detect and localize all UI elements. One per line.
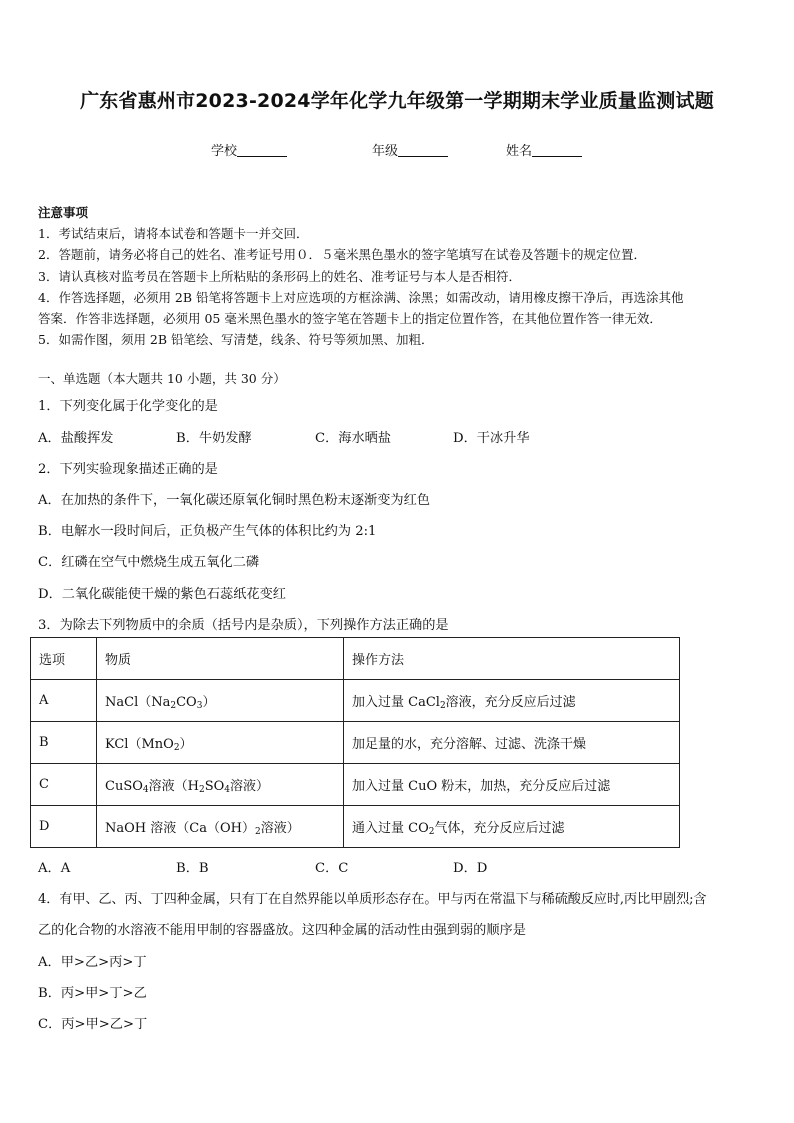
- row-method: 通入过量 $CO_2$气体，充分反应后过滤: [344, 806, 680, 848]
- q3-option-b[interactable]: B．B: [176, 861, 209, 876]
- q2-option-a[interactable]: A．在加热的条件下，一氧化碳还原氧化铜时黑色粉末逐渐变为红色: [38, 493, 430, 508]
- q1-option-d[interactable]: D．干冰升华: [453, 431, 530, 446]
- row-option: B: [31, 722, 97, 764]
- row-substance: NaOH 溶液（$Ca(OH)_2$溶液）: [97, 806, 344, 848]
- header-substance: 物质: [97, 638, 344, 680]
- row-method: 加入过量 CuO 粉末，加热，充分反应后过滤: [344, 764, 680, 806]
- note-item: 3．请认真核对监考员在答题卡上所粘贴的条形码上的姓名、准考证号与本人是否相符．: [38, 268, 521, 284]
- grade-blank[interactable]: [398, 143, 448, 157]
- school-label: 学校: [211, 144, 238, 159]
- row-method: 加入过量 CaCl$_2$溶液，充分反应后过滤: [344, 680, 680, 722]
- table-row: [31, 764, 680, 806]
- name-label: 姓名: [506, 144, 533, 159]
- note-item: 答案．作答非选择题，必须用 05 毫米黑色墨水的签字笔在答题卡上的指定位置作答，在其他位置作答一律无效．: [38, 311, 662, 327]
- note-item: 5．如需作图，须用 2B 铅笔绘、写清楚，线条、符号等须加黑、加粗．: [38, 332, 434, 348]
- note-item: 2．答题前，请务必将自己的姓名、准考证号用０．５毫米黑色墨水的签字笔填写在试卷及答题卡的规定位置．: [38, 247, 646, 263]
- table-header-row: [31, 638, 680, 680]
- q1-stem: 1．下列变化属于化学变化的是: [38, 399, 218, 414]
- q4-option-a[interactable]: A．甲>乙>丙>丁: [38, 955, 147, 970]
- q4-option-b[interactable]: B．丙>甲>丁>乙: [38, 986, 147, 1001]
- school-blank[interactable]: [237, 143, 287, 157]
- name-blank[interactable]: [532, 143, 582, 157]
- row-method: 加足量的水，充分溶解、过滤、洗涤干燥: [344, 722, 680, 764]
- q3-option-c[interactable]: C．C: [315, 861, 349, 876]
- q2-option-b[interactable]: B．电解水一段时间后，正负极产生气体的体积比约为 2:1: [38, 524, 377, 539]
- note-item: 1．考试结束后，请将本试卷和答题卡一并交回．: [38, 226, 309, 242]
- row-option: A: [31, 680, 97, 722]
- grade-field: [372, 140, 448, 159]
- exam-title: 广东省惠州市2023-2024学年化学九年级第一学期期末学业质量监测试题: [80, 90, 714, 112]
- table-row: [31, 722, 680, 764]
- row-option: D: [31, 806, 97, 848]
- row-option: C: [31, 764, 97, 806]
- section-heading: 一、单选题（本大题共 10 小题，共 30 分）: [38, 371, 286, 386]
- school-field: [211, 140, 287, 159]
- q1-options: [38, 427, 530, 446]
- q3-stem: 3．为除去下列物质中的余质（括号内是杂质），下列操作方法正确的是: [38, 618, 449, 633]
- q2-option-d[interactable]: D．二氧化碳能使干燥的紫色石蕊纸花变红: [38, 587, 286, 602]
- grade-label: 年级: [372, 144, 399, 159]
- q3-option-d[interactable]: D．D: [453, 861, 488, 876]
- header-method: 操作方法: [344, 638, 680, 680]
- q4-stem-line1: 4．有甲、乙、丙、丁四种金属，只有丁在自然界能以单质形态存在。甲与丙在常温下与稀硫酸反应时,丙比甲剧烈;含: [38, 892, 707, 907]
- note-item: 4．作答选择题，必须用 2B 铅笔将答题卡上对应选项的方框涂满、涂黑；如需改动，请用橡皮擦干净后，再选涂其他: [38, 289, 684, 305]
- row-substance: CuSO$_4$溶液（$H_2SO_4$溶液）: [97, 764, 344, 806]
- q1-option-c[interactable]: C．海水晒盐: [315, 431, 392, 446]
- row-substance: KCl（MnO$_2$）: [97, 722, 344, 764]
- q3-option-a[interactable]: A．A: [38, 861, 71, 876]
- notes-heading: 注意事项: [38, 205, 89, 220]
- q4-stem-line2: 乙的化合物的水溶液不能用甲制的容器盛放。这四种金属的活动性由强到弱的顺序是: [38, 923, 526, 938]
- q2-option-c[interactable]: C．红磷在空气中燃烧生成五氧化二磷: [38, 555, 260, 570]
- table-row: [31, 680, 680, 722]
- q1-option-b[interactable]: B．牛奶发酵: [176, 431, 252, 446]
- q4-option-c[interactable]: C．丙>甲>乙>丁: [38, 1017, 148, 1032]
- table-row: [31, 806, 680, 848]
- q3-options: [38, 857, 487, 876]
- header-option: 选项: [31, 638, 97, 680]
- row-substance: $NaCl(Na_2CO_3)$: [97, 680, 344, 722]
- notes-block: [38, 202, 758, 350]
- q2-stem: 2．下列实验现象描述正确的是: [38, 462, 218, 477]
- q3-table: [30, 637, 680, 848]
- name-field: [506, 140, 582, 159]
- q1-option-a[interactable]: A．盐酸挥发: [38, 431, 114, 446]
